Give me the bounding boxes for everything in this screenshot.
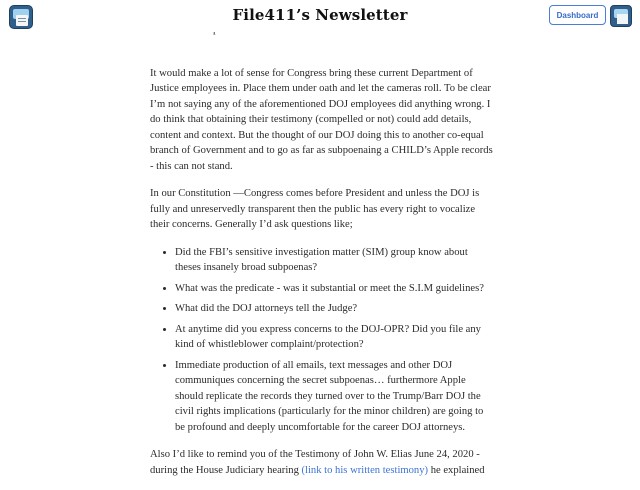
list-item: • What did the DOJ attorneys tell the Judge? (175, 301, 495, 317)
user-avatar[interactable] (610, 5, 632, 27)
article-body (150, 22, 495, 490)
paragraph-congress: It would make a lot of sense for Congress bring these current Department of Justice employees in. Place them under oath and let the cameras roll. To be clear I’m not saying any of the aforementioned DOJ employees did anything wrong. I do think that obtaining their testimony (compelled or not) could add details, content and context. But the thought of our DOJ doing this to another co-equal branch of Government and to go as far as subpoenaing a CHILD’s Apple records - this can not stand. (150, 67, 493, 172)
top-bar (0, 0, 640, 32)
publication-title[interactable]: File411’s Newsletter (232, 6, 408, 24)
list-item: • Immediate production of all emails, text messages and other DOJ communiques concerning the secret subpoenas… furthermore Apple should replicate the records they turned over to the Trump/Barr DOJ the civil rights implications (particularly for the minor children) are going to be profound and deeply uncomfortable for the career DOJ attorneys. (175, 358, 495, 436)
testimony-text-end: he explained (428, 464, 485, 476)
list-item: • What was the predicate - was it substantial or meet the S.I.M guidelines? (175, 281, 495, 297)
paragraph-testimony (150, 447, 495, 478)
paragraph-constitution: In our Constitution —Congress comes before President and unless the DOJ is fully and unreservedly transparent then the public has every right to vocalize their concerns. Generally I’d ask questions like; (150, 188, 480, 230)
dashboard-button[interactable]: Dashboard (549, 5, 606, 25)
list-item: • Did the FBI’s sensitive investigation matter (SIM) group know about theses insanely broad subpoenas? (175, 245, 495, 276)
written-testimony-link[interactable]: (link to his written testimony) (301, 464, 429, 476)
list-item: • At anytime did you express concerns to the DOJ-OPR? Did you file any kind of whistleblower complaint/protection? (175, 322, 495, 353)
question-list (150, 245, 495, 436)
testimony-text: Also I’d like to remind you of the Testimony of John W. Elias June 24, 2020 - during the House Judiciary hearing (150, 449, 480, 476)
